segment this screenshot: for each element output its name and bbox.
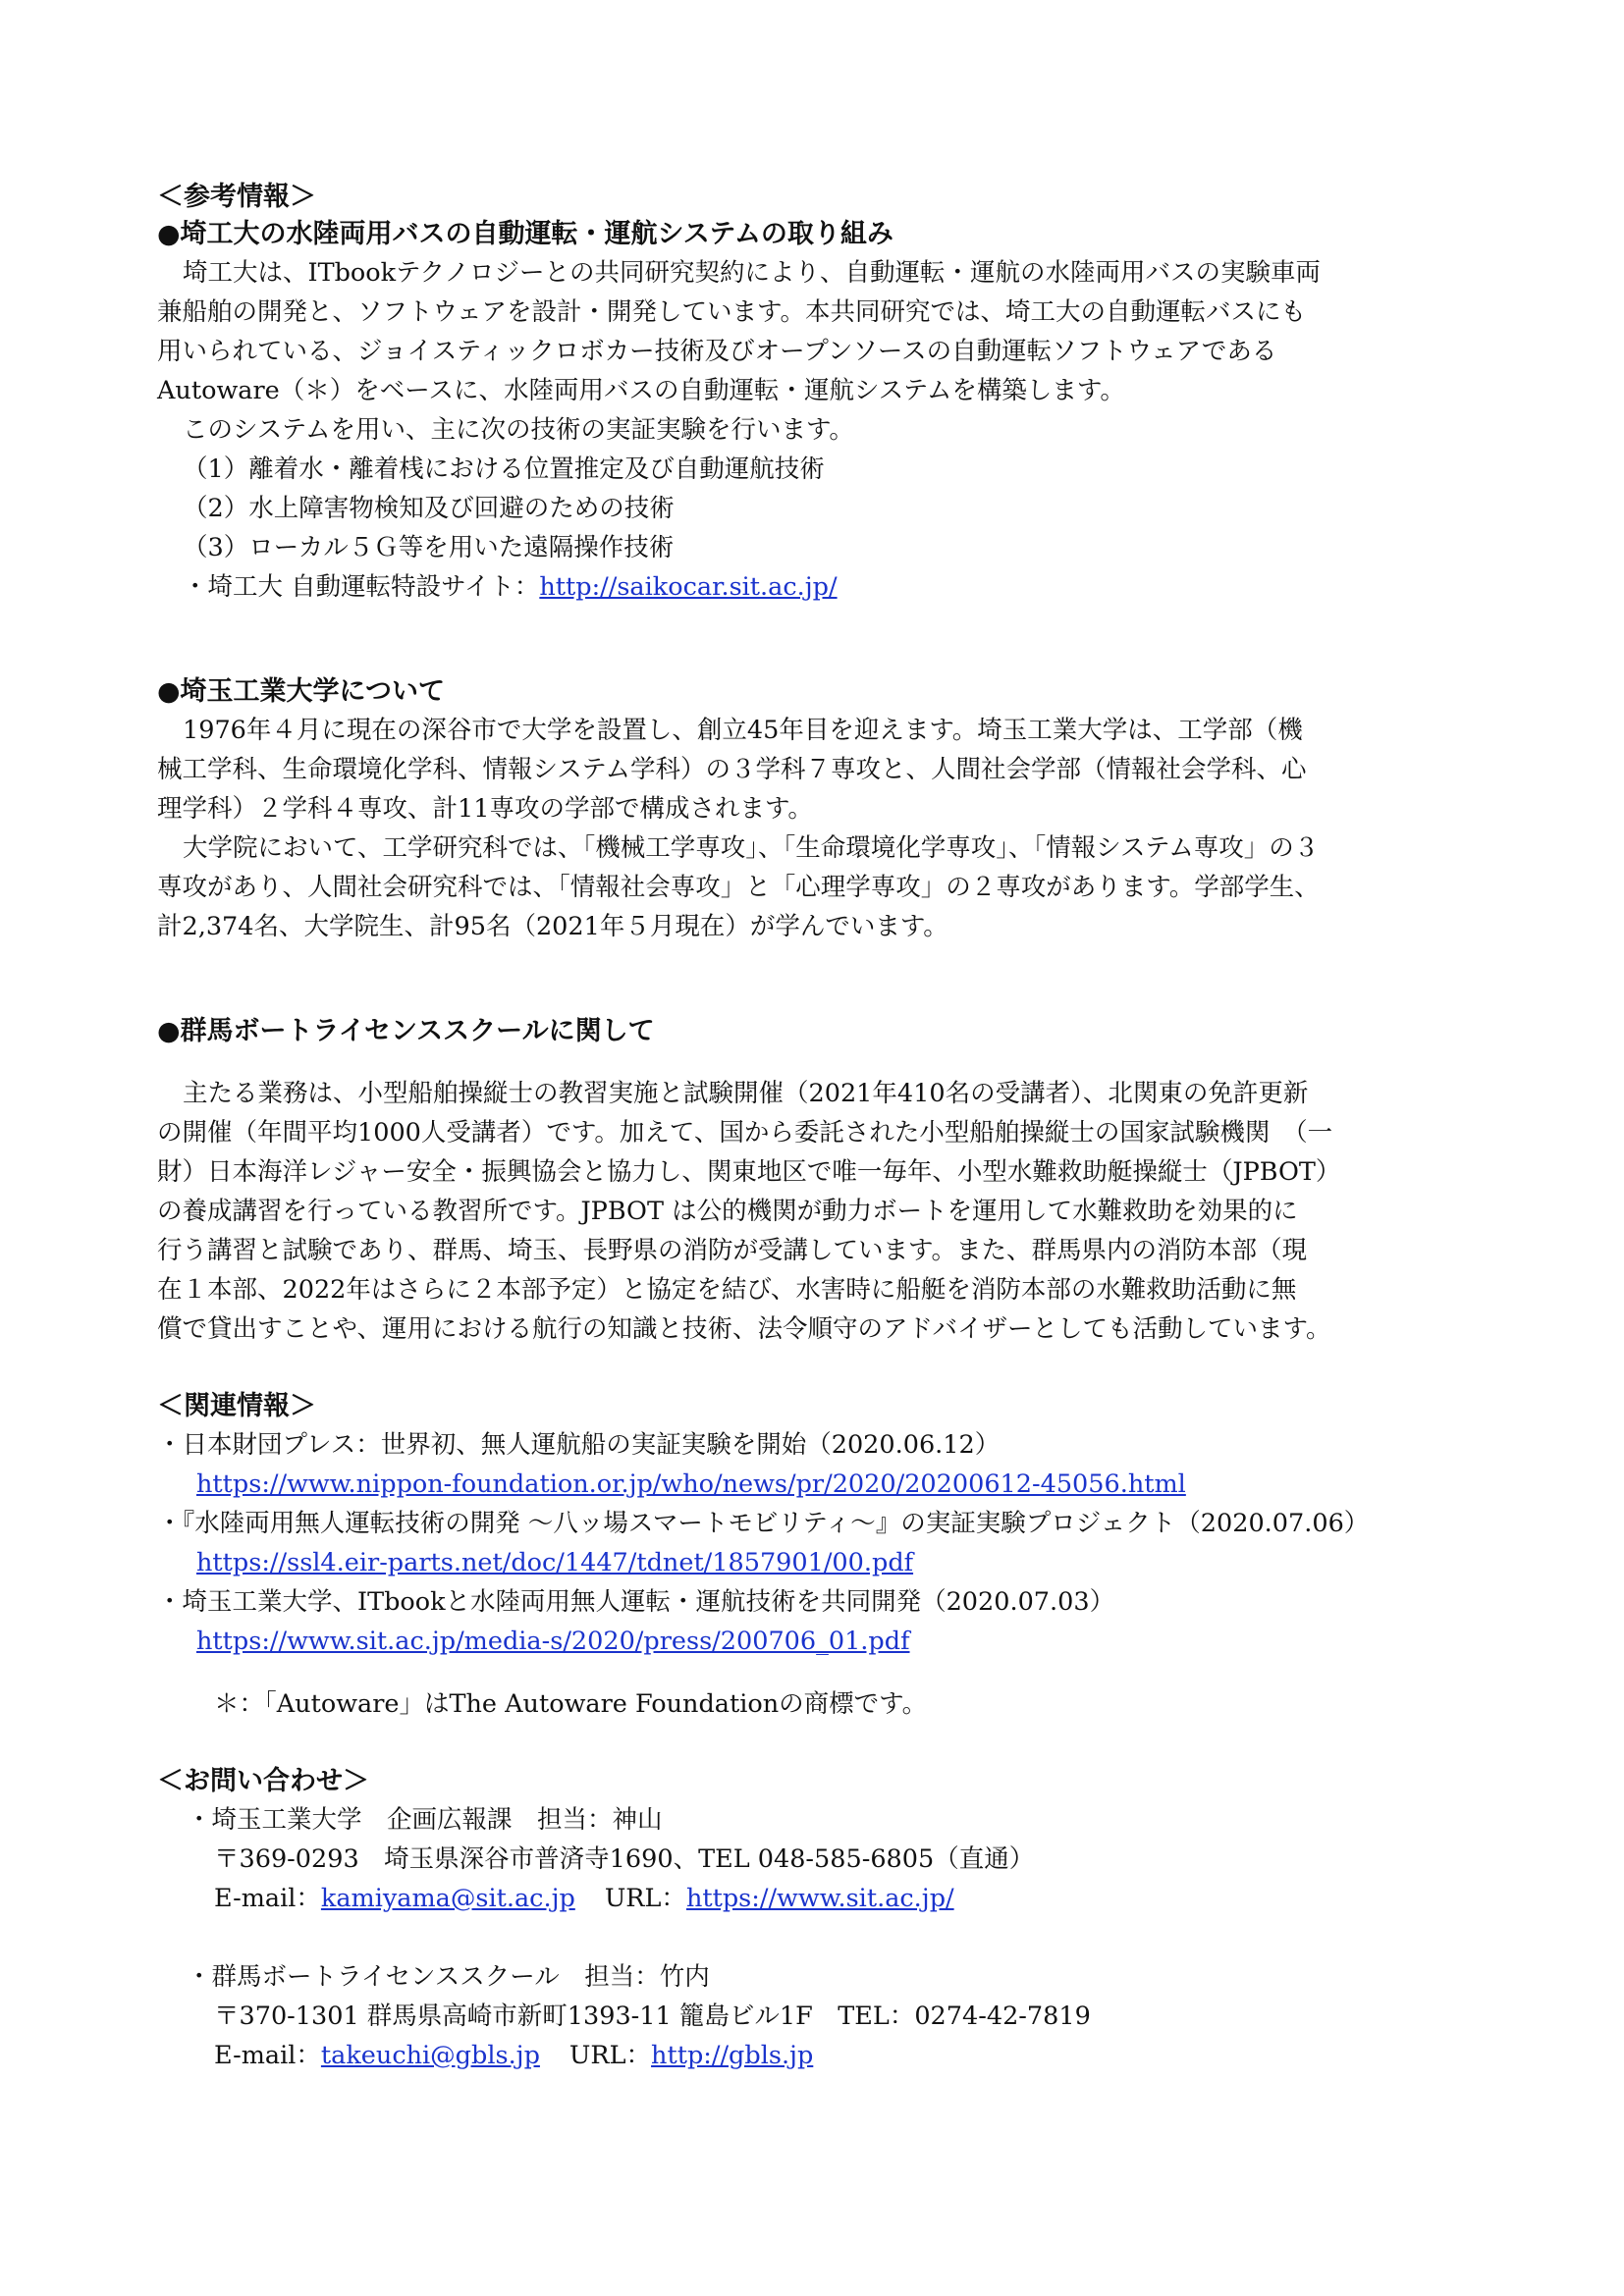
related-item-link-line — [157, 1622, 1473, 1661]
related-item-text: ・『水陸両用無人運転技術の開発 ～八ッ場スマートモビリティ～』の実証実験プロジェクト（2020.07.06） — [157, 1509, 1370, 1538]
bus-tech-item: （3）ローカル５Ｇ等を用いた遠隔操作技術 — [183, 533, 675, 562]
related-item-text: ・日本財団プレス：世界初、無人運航船の実証実験を開始（2020.06.12） — [157, 1430, 1001, 1460]
gunma-para-line: 償で貸出すことや、運用における航行の知識と技術、法令順守のアドバイザーとしても活動しています。 — [157, 1314, 1331, 1344]
spacer — [157, 946, 1473, 1013]
contact-gbls-email-line — [157, 2036, 1473, 2075]
univ-para-line: 大学院において、工学研究科では、「機械工学専攻」、「生命環境化学専攻」、「情報システム専攻」の３ — [183, 833, 1320, 863]
spacer — [157, 1918, 1473, 1957]
spacer — [157, 1050, 1473, 1074]
gunma-para-line: 主たる業務は、小型船舶操縦士の教習実施と試験開催（2021年410名の受講者）、北関東の免許更新 — [183, 1079, 1309, 1108]
bus-para-line: Autoware（＊）をベースに、水陸両用バスの自動運転・運航システムを構築します。 — [157, 376, 1125, 405]
related-item-link-line — [157, 1465, 1473, 1504]
bus-tech-item: （2）水上障害物検知及び回避のための技術 — [183, 494, 675, 523]
url-label: URL： — [568, 2041, 652, 2070]
reference-heading: ＜参考情報＞ — [157, 182, 316, 212]
bus-para2: このシステムを用い、主に次の技術の実証実験を行います。 — [183, 415, 854, 445]
spacer — [157, 1661, 1473, 1684]
url-label: URL： — [604, 1884, 686, 1913]
contact-sit-name: ・埼玉工業大学 企画広報課 担当：神山 — [187, 1805, 663, 1835]
site-label: ・埼工大 自動運転特設サイト： — [183, 572, 540, 602]
univ-para-line: 理学科）２学科４専攻、計11専攻の学部で構成されます。 — [157, 794, 813, 824]
contact-gbls-address: 〒370-1301 群馬県高崎市新町1393-11 籠島ビル1F TEL：0274-42-7819 — [214, 2002, 1091, 2031]
univ-para-line: 械工学科、生命環境化学科、情報システム学科）の３学科７専攻と、人間社会学部（情報社会学科、心 — [157, 755, 1307, 784]
contact-sit-address: 〒369-0293 埼玉県深谷市普済寺1690、TEL 048-585-6805（直通） — [214, 1844, 1035, 1874]
gunma-para-line: 行う講習と試験であり、群馬、埼玉、長野県の消防が受講しています。また、群馬県内の消防本部（現 — [157, 1236, 1307, 1265]
contact-gbls-url-link[interactable]: http://gbls.jp — [651, 2041, 814, 2070]
univ-para-line: 1976年４月に現在の深谷市で大学を設置し、創立45年目を迎えます。埼玉工業大学は、工学部（機 — [183, 716, 1303, 745]
gunma-para-line: 財）日本海洋レジャー安全・振興協会と協力し、関東地区で唯一毎年、小型水難救助艇操縦士（JPBOT） — [157, 1157, 1341, 1187]
related-heading: ＜関連情報＞ — [157, 1391, 316, 1421]
contact-gbls-email-link[interactable]: takeuchi@gbls.jp — [320, 2041, 540, 2070]
related-item-link[interactable]: https://www.sit.ac.jp/media-s/2020/press/200706_01.pdf — [196, 1627, 910, 1656]
contact-sit-email-link[interactable]: kamiyama@sit.ac.jp — [320, 1884, 575, 1913]
bus-para-line: 兼船舶の開発と、ソフトウェアを設計・開発しています。本共同研究では、埼工大の自動運転バスにも — [157, 297, 1306, 327]
contact-gbls-name: ・群馬ボートライセンススクール 担当：竹内 — [187, 1962, 710, 1992]
contact-heading: ＜お問い合わせ＞ — [157, 1766, 369, 1796]
bus-para-line: 埼工大は、ITbookテクノロジーとの共同研究契約により、自動運転・運航の水陸両用バスの実験車両 — [183, 258, 1322, 288]
bus-section-title: ●埼工大の水陸両用バスの自動運転・運航システムの取り組み — [157, 219, 893, 249]
bus-tech-item: （1）離着水・離着桟における位置推定及び自動運航技術 — [183, 454, 825, 484]
univ-section-title: ●埼玉工業大学について — [157, 676, 446, 707]
document-content — [157, 179, 1473, 2075]
contact-sit-email-line — [157, 1879, 1473, 1918]
bus-para-line: 用いられている、ジョイスティックロボカー技術及びオープンソースの自動運転ソフトウェアである — [157, 337, 1277, 366]
univ-para-line: 計2,374名、大学院生、計95名（2021年５月現在）が学んでいます。 — [157, 912, 948, 941]
email-label: E-mail： — [214, 2041, 321, 2070]
gunma-para-line: の養成講習を行っている教習所です。JPBOT は公的機関が動力ボートを運用して水難救助を効果的に — [157, 1197, 1298, 1226]
spacer — [157, 607, 1473, 673]
contact-sit-url-link[interactable]: https://www.sit.ac.jp/ — [685, 1884, 954, 1913]
gunma-para-line: の開催（年間平均1000人受講者）です。加えて、国から委託された小型船舶操縦士の国家試験機関 （一 — [157, 1118, 1333, 1148]
spacer — [157, 1724, 1473, 1763]
site-line — [157, 567, 1473, 607]
related-item-link[interactable]: https://ssl4.eir-parts.net/doc/1447/tdnet/1857901/00.pdf — [196, 1548, 914, 1577]
related-item-text: ・埼玉工業大学、ITbookと水陸両用無人運転・運航技術を共同開発（2020.07.03） — [157, 1587, 1115, 1617]
site-link[interactable]: http://saikocar.sit.ac.jp/ — [539, 572, 838, 602]
email-label: E-mail： — [214, 1884, 321, 1913]
gunma-para-line: 在１本部、2022年はさらに２本部予定）と協定を結び、水害時に船艇を消防本部の水難救助活動に無 — [157, 1275, 1297, 1305]
spacer — [157, 1349, 1473, 1388]
related-item-link[interactable]: https://www.nippon-foundation.or.jp/who/news/pr/2020/20200612-45056.html — [196, 1469, 1186, 1499]
univ-para-line: 専攻があり、人間社会研究科では、「情報社会専攻」と「心理学専攻」の２専攻があります。学部学生、 — [157, 873, 1320, 902]
gunma-section-title: ●群馬ボートライセンススクールに関して — [157, 1016, 655, 1046]
trademark-note: ＊：「Autoware」はThe Autoware Foundationの商標です。 — [214, 1689, 928, 1719]
related-item-link-line — [157, 1543, 1473, 1582]
